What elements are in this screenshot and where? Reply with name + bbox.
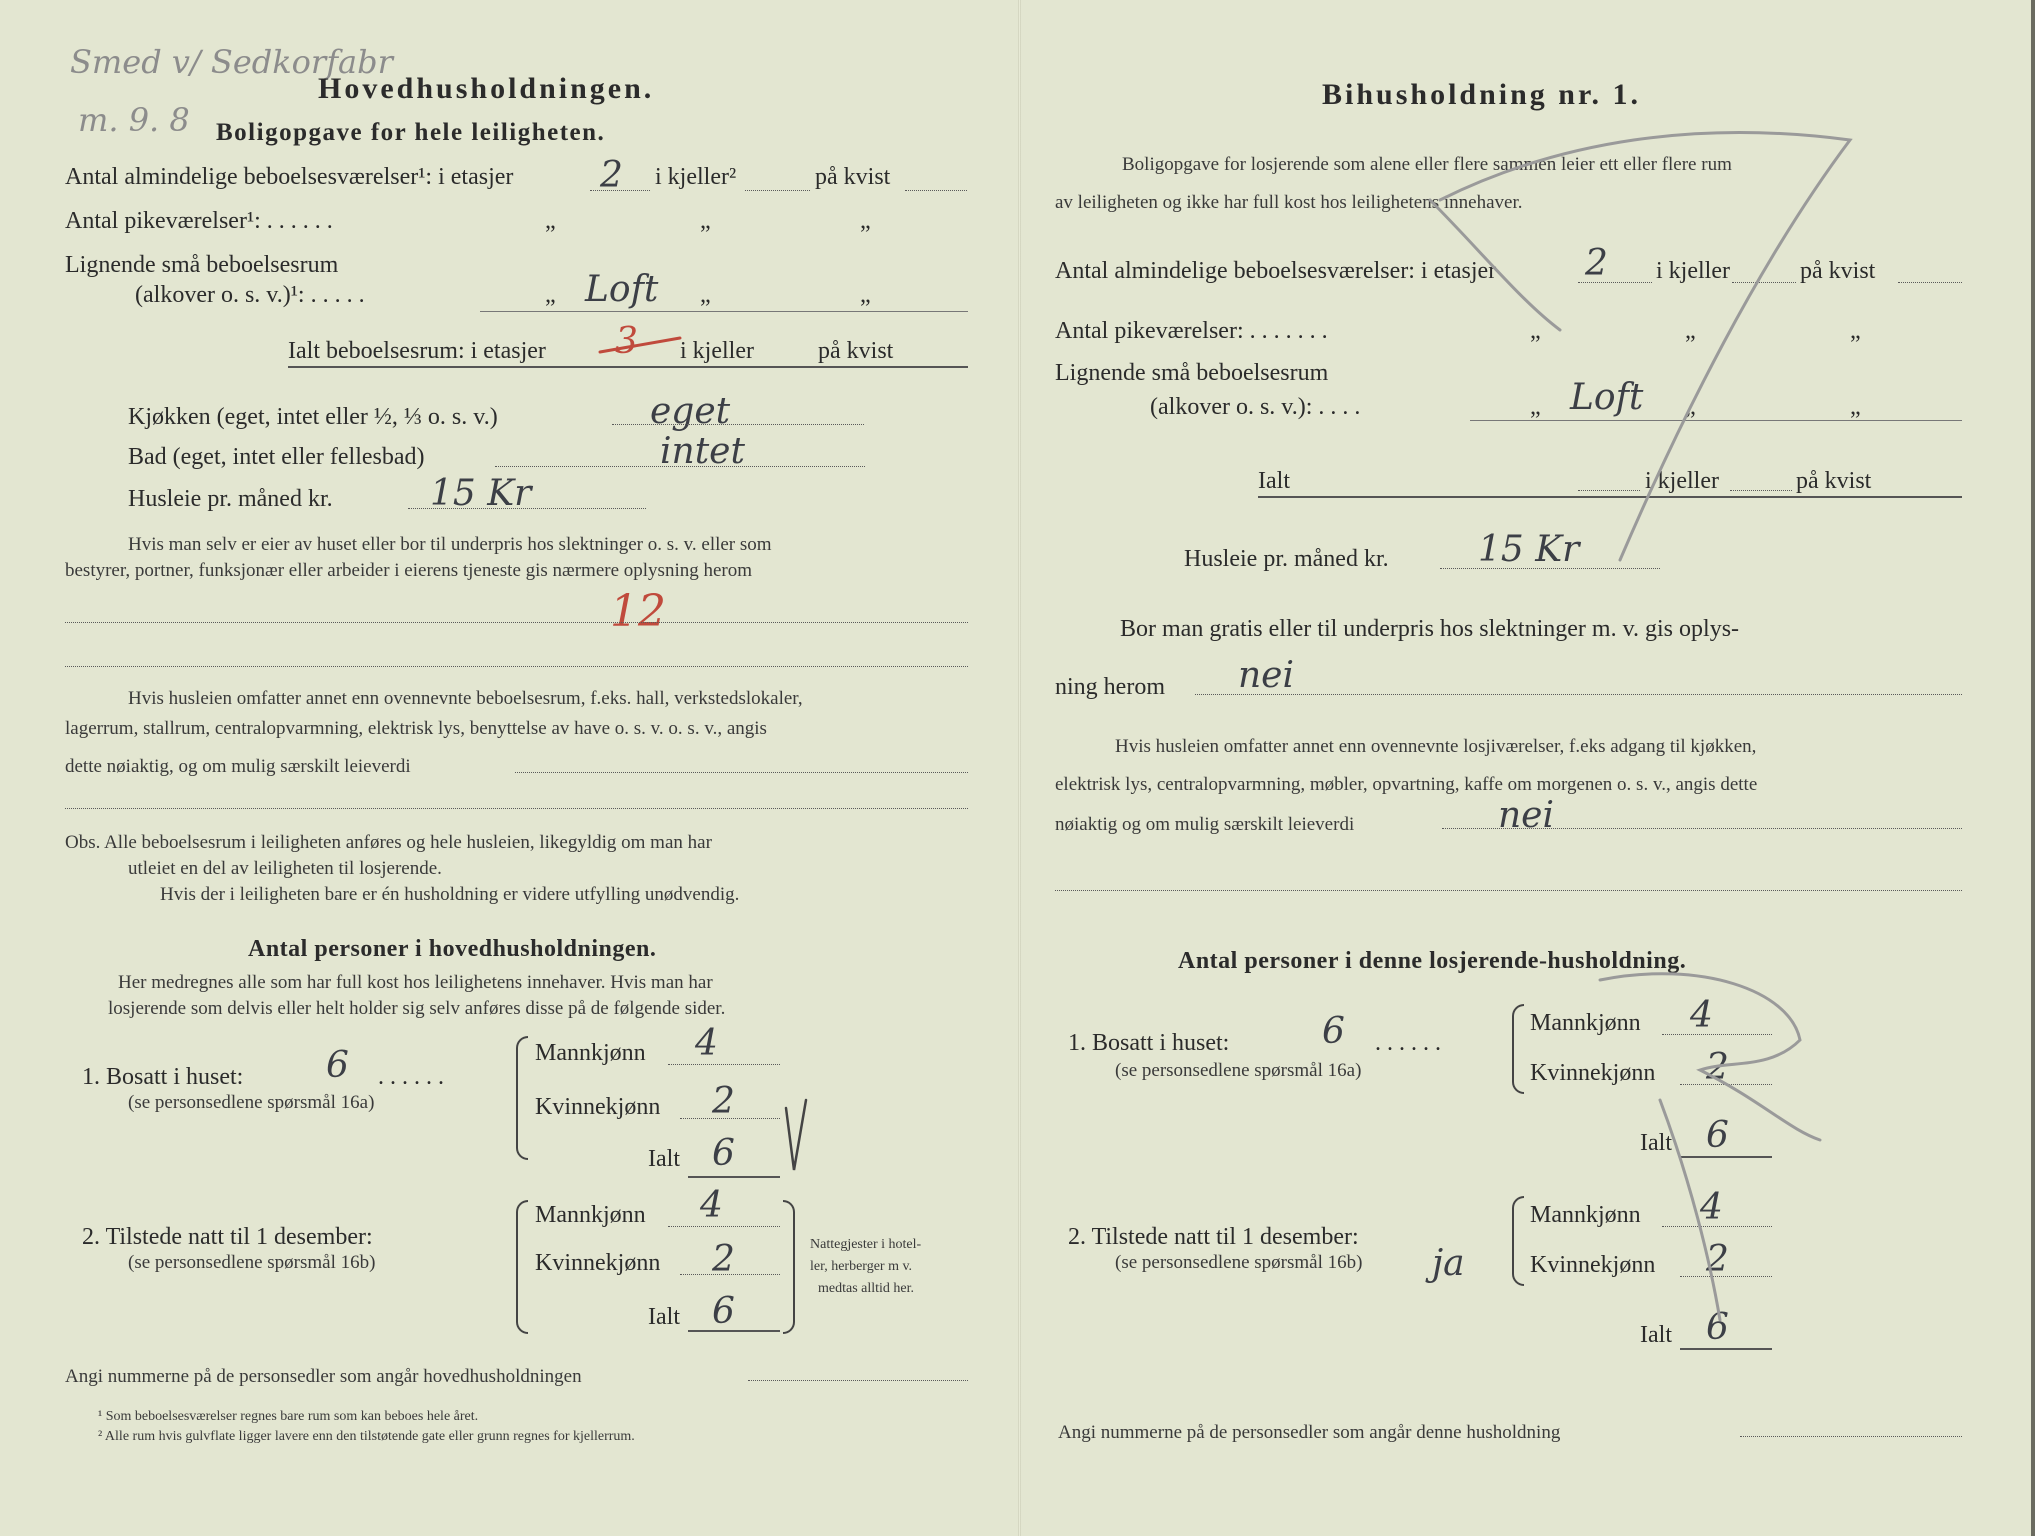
pencil-stroke [1440, 133, 1850, 561]
right-q2-total-value: 6 [1706, 1307, 1729, 1348]
left-other-note-1: Hvis husleien omfatter annet enn ovennevnte beboelsesrum, f.eks. hall, verkstedslokaler, [128, 688, 803, 709]
right-row3-quote3: „ [1850, 394, 1861, 420]
right-row3-quote1: „ [1530, 394, 1541, 420]
right-q1-dots: . . . . . . [1375, 1030, 1441, 1056]
left-subtitle: Boligopgave for hele leiligheten. [216, 119, 606, 146]
right-row3-label-a: Lignende små beboelsesrum [1055, 360, 1329, 386]
left-kitchen-label: Kjøkken (eget, intet eller ½, ⅓ o. s. v.) [128, 404, 498, 430]
right-title: Bihusholdning nr. 1. [1322, 78, 1642, 111]
pencil-stroke [1430, 200, 1560, 330]
left-q1-total-label: Ialt [648, 1146, 680, 1172]
left-rooms-row2-label: Antal pikeværelser¹: . . . . . . [65, 208, 333, 234]
left-row3-quote3: „ [860, 282, 871, 308]
left-owner-note-1: Hvis man selv er eier av huset eller bor til underpris hos slektninger o. s. v. eller som [128, 534, 772, 555]
right-q1-value: 6 [1322, 1011, 1345, 1052]
right-row1-label: Antal almindelige beboelsesværelser: i etasjer [1055, 258, 1497, 284]
left-total-kvist-label: på kvist [818, 338, 894, 364]
right-q1-total-value: 6 [1706, 1115, 1729, 1156]
left-q1-male-label: Mannkjønn [535, 1040, 646, 1066]
left-guests-note-3: medtas alltid her. [818, 1281, 915, 1296]
right-row2-quote3: „ [1850, 318, 1861, 344]
left-persons-note-2: losjerende som delvis eller helt holder sig selv anføres disse på de følgende sider. [108, 998, 726, 1019]
left-guests-note-2: ler, herberger m v. [810, 1259, 913, 1274]
right-rent-value: 15 Kr [1478, 529, 1580, 570]
right-free-value: nei [1238, 655, 1295, 696]
left-q2-female-value: 2 [712, 1239, 735, 1280]
right-other-value: nei [1498, 795, 1555, 836]
left-rooms-row3-label-b: (alkover o. s. v.)¹: . . . . . [135, 282, 365, 308]
left-rent-label: Husleie pr. måned kr. [128, 486, 333, 512]
left-other-note-2: lagerrum, stallrum, centralopvarmning, elektrisk lys, benyttelse av have o. s. v. o. s. v., angis [65, 718, 767, 739]
left-total-label: Ialt beboelsesrum: i etasjer [288, 338, 546, 364]
right-free-note-1: Bor man gratis eller til underpris hos slektninger m. v. gis oplys- [1120, 616, 1740, 642]
left-total-etasjer: 3 [615, 321, 638, 362]
margin-note-line1: Smed v/ Sedkorfabr [70, 43, 393, 81]
left-q2-female-label: Kvinnekjønn [535, 1250, 661, 1276]
right-q2-label: 2. Tilstede natt til 1 desember: [1068, 1224, 1359, 1250]
right-row3-quote2: „ [1685, 394, 1696, 420]
left-row2-quote2: „ [700, 208, 711, 234]
left-q2-label: 2. Tilstede natt til 1 desember: [82, 1224, 373, 1250]
pencil-stroke [1600, 974, 1820, 1140]
left-total-kjeller-label: i kjeller [680, 338, 754, 364]
left-q2-total-label: Ialt [648, 1304, 680, 1330]
left-q1-label: 1. Bosatt i huset: [82, 1064, 244, 1090]
left-rooms-row3-label-a: Lignende små beboelsesrum [65, 252, 339, 278]
left-kvist-label: på kvist [815, 164, 891, 190]
right-q2-male-value: 4 [1700, 1187, 1723, 1228]
right-row1-etasjer: 2 [1585, 243, 1608, 284]
left-guests-note-1: Nattegjester i hotel- [810, 1237, 922, 1252]
right-persons-title: Antal personer i denne losjerende-husholdning. [1178, 948, 1687, 974]
right-intro-2: av leiligheten og ikke har full kost hos leilighetens innehaver. [1055, 192, 1523, 213]
left-kjeller-label: i kjeller² [655, 164, 737, 190]
left-other-note-3: dette nøiaktig, og om mulig særskilt leieverdi [65, 756, 411, 777]
left-owner-note-2: bestyrer, portner, funksjonær eller arbeider i eierens tjeneste gis nærmere oplysning herom [65, 560, 753, 581]
left-footnote-1: ¹ Som beboelsesværelser regnes bare rum som kan beboes hele året. [98, 1409, 479, 1424]
red-strike [600, 338, 680, 352]
right-q1-total-label: Ialt [1640, 1130, 1672, 1156]
right-numbers-label: Angi nummerne på de personsedler som angår denne husholdning [1058, 1422, 1561, 1443]
right-total-kvist-label: på kvist [1796, 468, 1872, 494]
right-row2-quote2: „ [1685, 318, 1696, 344]
left-kitchen-value: eget [650, 391, 731, 432]
left-q1-female-value: 2 [712, 1081, 735, 1122]
pencil-stroke [1660, 1100, 1720, 1320]
left-footnote-2: ² Alle rum hvis gulvflate ligger lavere enn den tilstøtende gate eller grunn regnes for kjellerrum. [98, 1429, 635, 1444]
right-row3-value: Loft [1570, 377, 1644, 418]
right-q2-sub: (se personsedlene spørsmål 16b) [1115, 1252, 1363, 1273]
left-row3-quote1: „ [545, 282, 556, 308]
right-row3-label-b: (alkover o. s. v.): . . . . [1150, 394, 1361, 420]
right-free-note-2: ning herom [1055, 674, 1165, 700]
left-q1-sub: (se personsedlene spørsmål 16a) [128, 1092, 375, 1113]
ink-check-mark [786, 1100, 806, 1170]
left-obs-1: Obs. Alle beboelsesrum i leiligheten anføres og hele husleien, likegyldig om man har [65, 832, 712, 853]
left-row3-value: Loft [585, 269, 659, 310]
left-q1-dots: . . . . . . [378, 1064, 444, 1090]
right-q2-value: ja [1432, 1243, 1465, 1284]
right-other-note-1: Hvis husleien omfatter annet enn ovennevnte losjiværelser, f.eks adgang til kjøkken, [1115, 736, 1757, 757]
left-q1-value: 6 [326, 1045, 349, 1086]
right-q1-label: 1. Bosatt i huset: [1068, 1030, 1230, 1056]
left-title: Hovedhusholdningen. [318, 72, 655, 105]
margin-note-line2: m. 9. 8 [78, 101, 190, 139]
right-row2-label: Antal pikeværelser: . . . . . . . [1055, 318, 1328, 344]
right-intro-1: Boligopgave for losjerende som alene eller flere sammen leier ett eller flere rum [1122, 154, 1732, 175]
left-rooms-row1-etasjer: 2 [600, 155, 623, 196]
left-red-mark: 12 [610, 586, 666, 637]
left-q2-male-value: 4 [700, 1185, 723, 1226]
left-persons-title: Antal personer i hovedhusholdningen. [248, 936, 657, 962]
left-q1-female-label: Kvinnekjønn [535, 1094, 661, 1120]
left-bath-value: intet [660, 431, 745, 472]
right-q1-sub: (se personsedlene spørsmål 16a) [1115, 1060, 1362, 1081]
left-rent-value: 15 Kr [430, 473, 532, 514]
right-q1-female-value: 2 [1706, 1047, 1729, 1088]
left-q1-total-value: 6 [712, 1133, 735, 1174]
right-row2-quote1: „ [1530, 318, 1541, 344]
left-q1-male-value: 4 [695, 1023, 718, 1064]
left-row3-quote2: „ [700, 282, 711, 308]
right-other-note-2: elektrisk lys, centralopvarmning, møbler, opvartning, kaffe om morgenen o. s. v., angis dette [1055, 774, 1758, 795]
left-bath-label: Bad (eget, intet eller fellesbad) [128, 444, 425, 470]
left-obs-2: utleiet en del av leiligheten til losjerende. [128, 858, 442, 879]
right-q1-male-value: 4 [1690, 995, 1713, 1036]
left-q2-total-value: 6 [712, 1291, 735, 1332]
right-q2-female-value: 2 [1706, 1239, 1729, 1280]
right-total-label: Ialt [1258, 468, 1290, 494]
left-q2-sub: (se personsedlene spørsmål 16b) [128, 1252, 376, 1273]
right-kjeller-label: i kjeller [1656, 258, 1730, 284]
left-persons-note-1: Her medregnes alle som har full kost hos leilighetens innehaver. Hvis man har [118, 972, 713, 993]
right-q1-male-label: Mannkjønn [1530, 1010, 1641, 1036]
left-row2-quote1: „ [545, 208, 556, 234]
left-q2-male-label: Mannkjønn [535, 1202, 646, 1228]
right-kvist-label: på kvist [1800, 258, 1876, 284]
left-rooms-row1-label: Antal almindelige beboelsesværelser¹: i etasjer [65, 164, 514, 190]
left-row2-quote3: „ [860, 208, 871, 234]
right-q2-total-label: Ialt [1640, 1322, 1672, 1348]
right-other-note-3: nøiaktig og om mulig særskilt leieverdi [1055, 814, 1355, 835]
right-q2-female-label: Kvinnekjønn [1530, 1252, 1656, 1278]
left-obs-3: Hvis der i leiligheten bare er én husholdning er videre utfylling unødvendig. [160, 884, 740, 905]
right-q1-female-label: Kvinnekjønn [1530, 1060, 1656, 1086]
right-q2-male-label: Mannkjønn [1530, 1202, 1641, 1228]
left-numbers-label: Angi nummerne på de personsedler som angår hovedhusholdningen [65, 1366, 582, 1387]
right-total-kjeller-label: i kjeller [1645, 468, 1719, 494]
right-rent-label: Husleie pr. måned kr. [1184, 546, 1389, 572]
